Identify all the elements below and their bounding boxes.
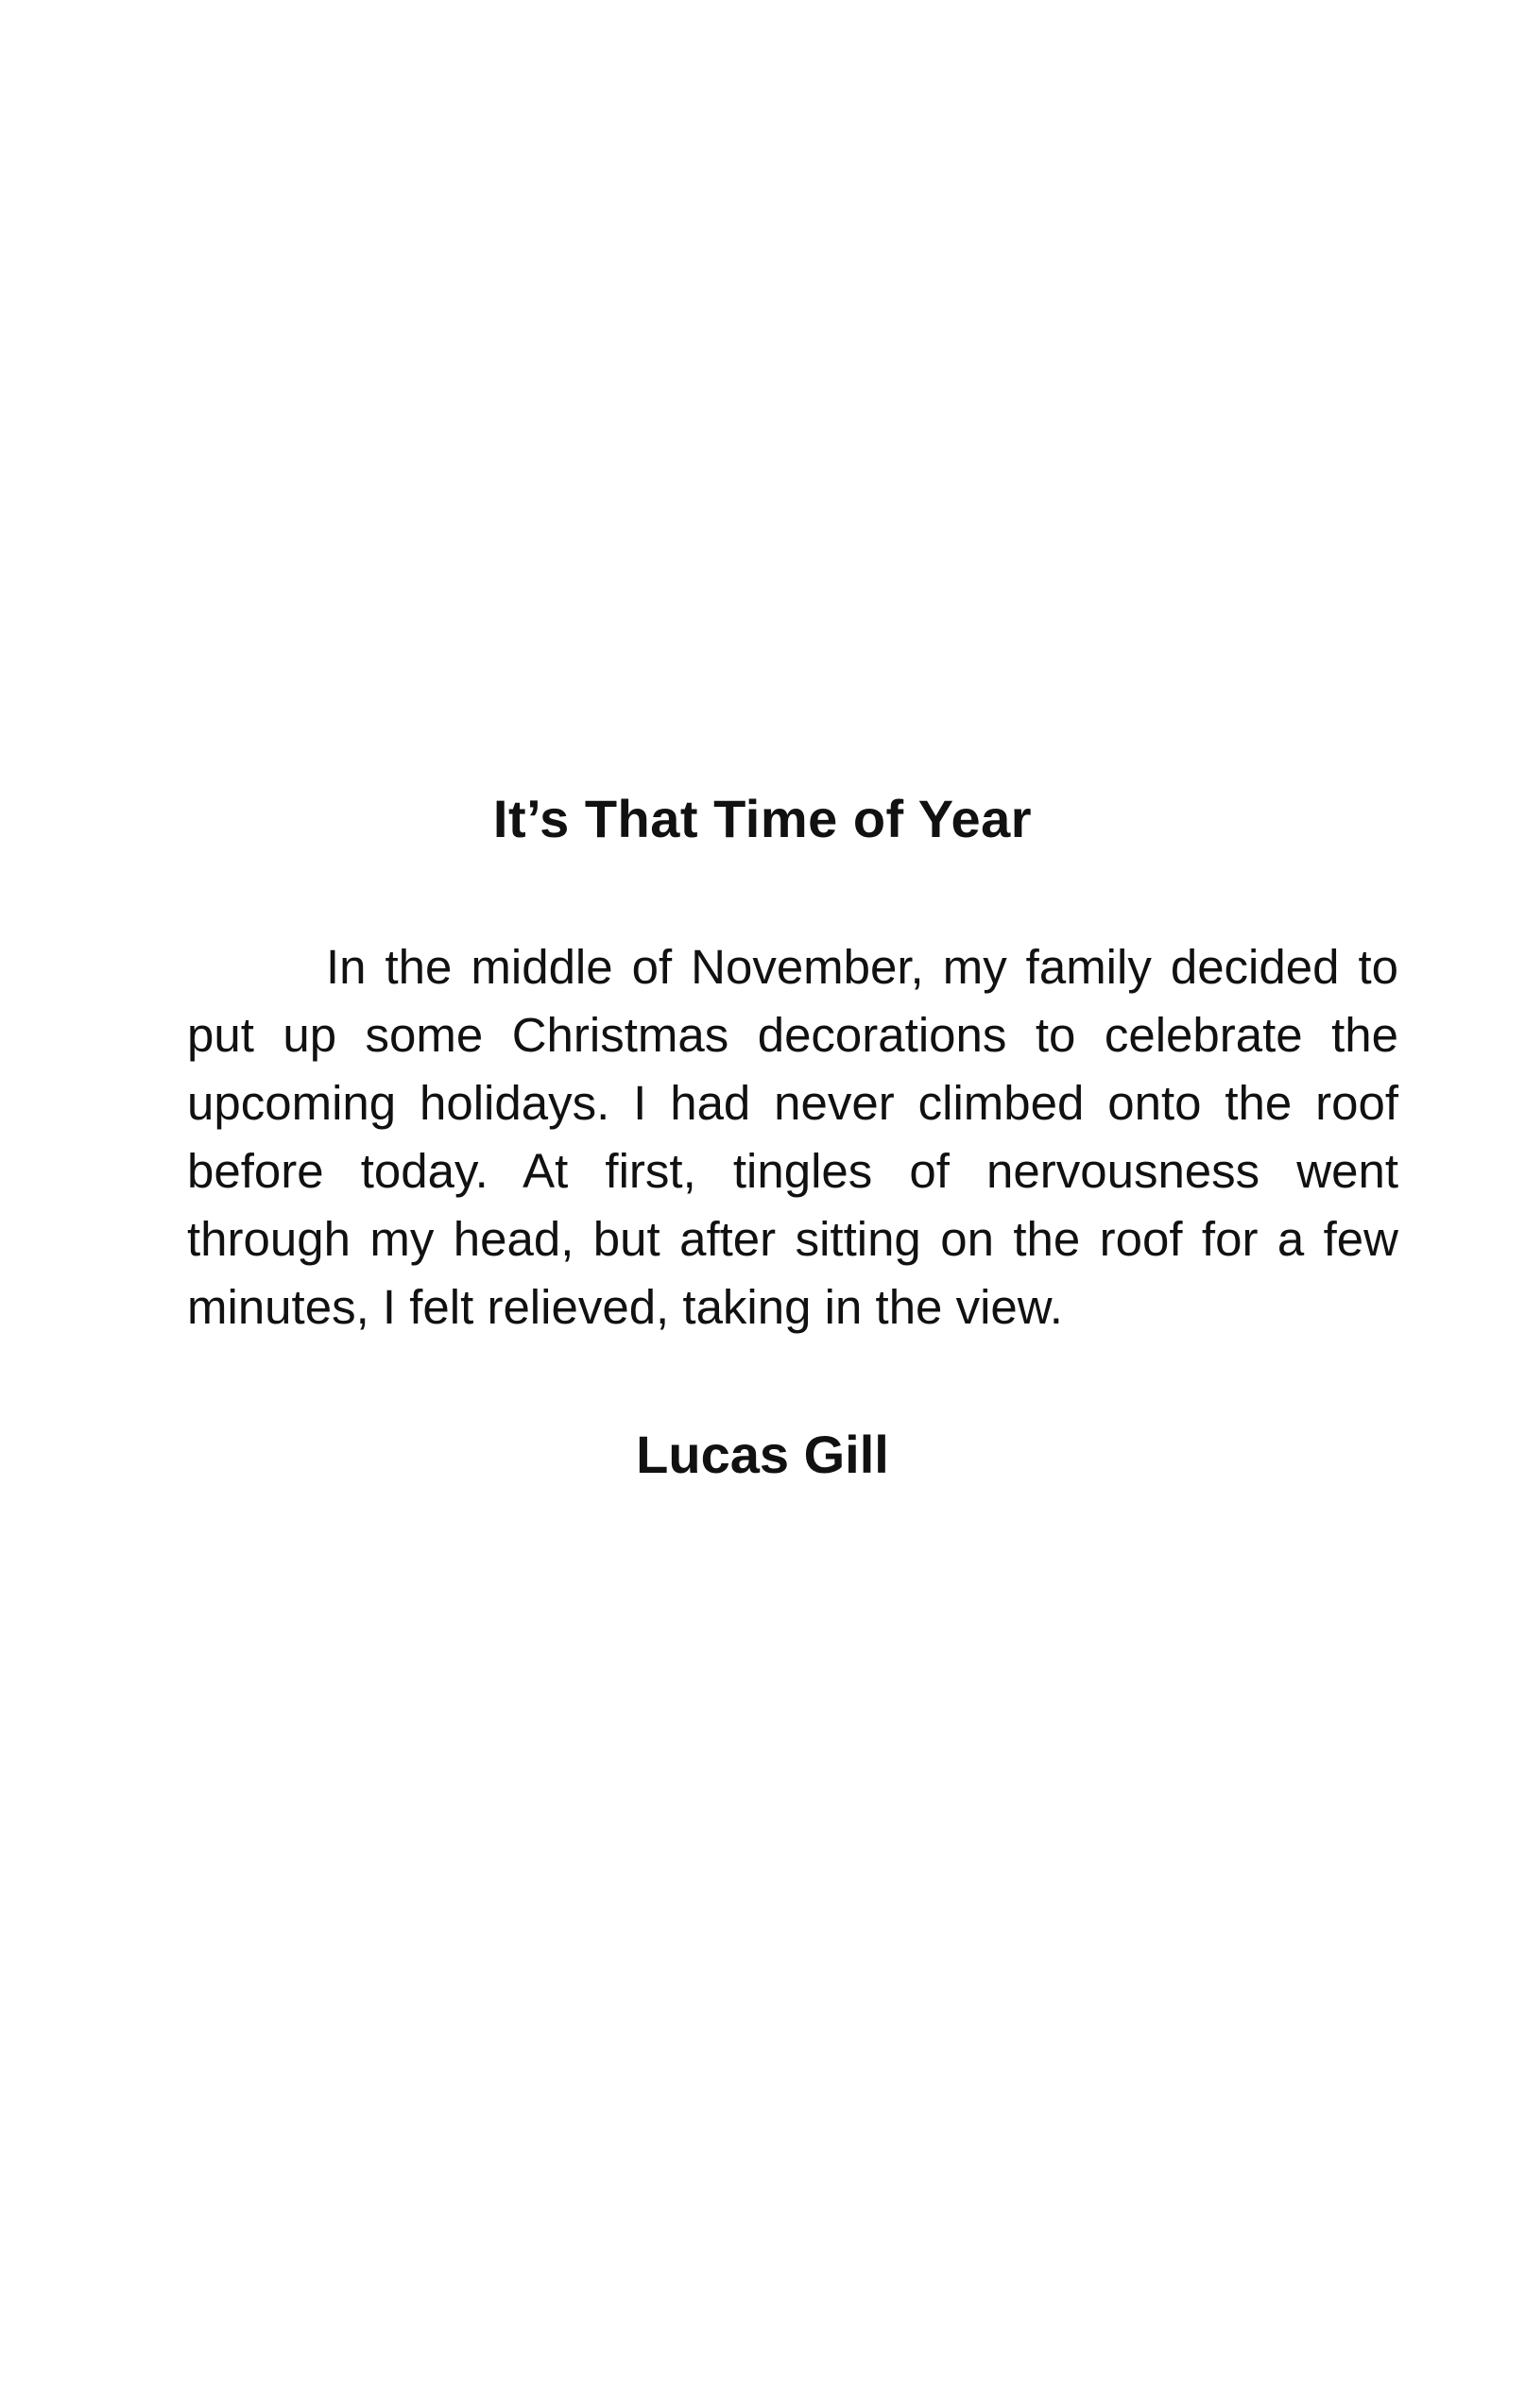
body-line-3: upcoming holidays. I had never climbed onto the roof xyxy=(187,1076,1398,1130)
body-line-1: In the middle of November, my family decided to xyxy=(326,940,1398,994)
author-name: Lucas Gill xyxy=(636,1425,889,1484)
body-line-6: minutes, I felt relieved, taking in the view. xyxy=(187,1280,1063,1334)
story-title: It’s That Time of Year xyxy=(492,789,1033,848)
body-line-4: before today. At first, tingles of nervousness went xyxy=(187,1144,1398,1198)
body-line-2: put up some Christmas decorations to celebrate the xyxy=(187,1008,1398,1062)
body-line-5: through my head, but after sitting on the roof for a few xyxy=(187,1212,1398,1266)
story-body xyxy=(187,933,1398,1341)
